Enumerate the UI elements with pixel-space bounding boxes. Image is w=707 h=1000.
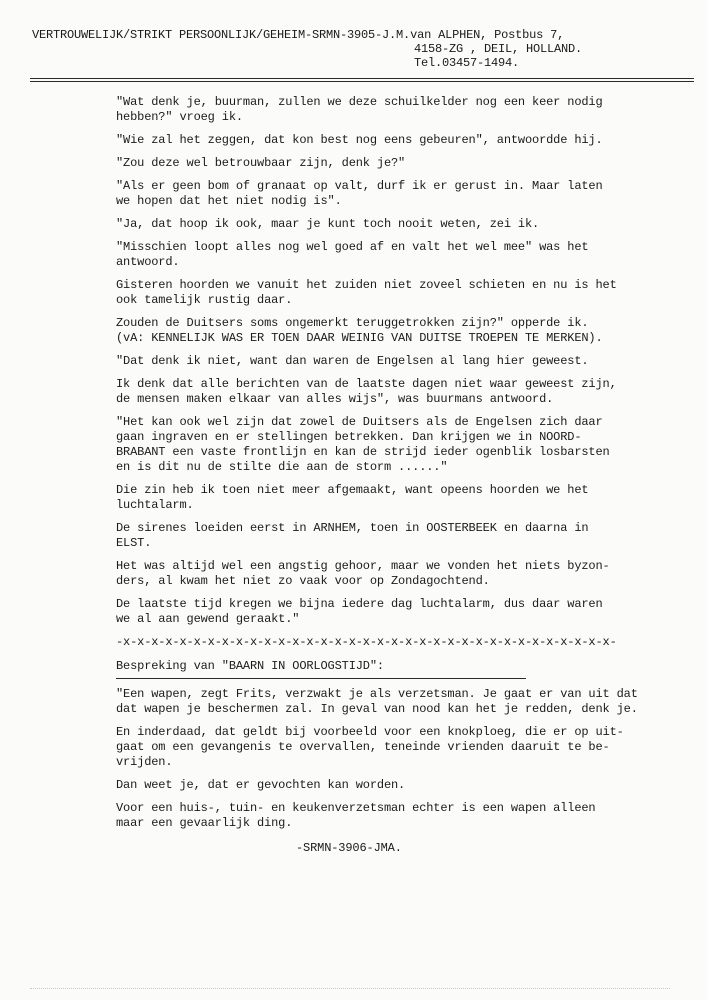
paragraph: Gisteren hoorden we vanuit het zuiden niet zoveel schieten en nu is het ook tamelijk rustig daar. <box>116 278 617 307</box>
paragraph: En inderdaad, dat geldt bij voorbeeld voor een knokploeg, die er op uit- gaat om een gevangenis te overvallen, teneinde vrienden daaruit te be- vrijden. <box>116 725 624 769</box>
header-rule-top <box>30 78 694 79</box>
review-paragraphs <box>116 687 706 831</box>
paragraph: Voor een huis-, tuin- en keukenverzetsman echter is een wapen alleen maar een gevaarlijk ding. <box>116 801 596 830</box>
paragraph: "Zou deze wel betrouwbaar zijn, denk je?" <box>116 156 406 170</box>
letter-body <box>116 95 706 856</box>
paragraph: "Een wapen, zegt Frits, verzwakt je als verzetsman. Je gaat er van uit dat dat wapen je beschermen zal. In geval van nood kan het je redden, denk je. <box>116 687 638 716</box>
heading-underline <box>116 678 526 679</box>
header-rule-bottom <box>30 81 694 82</box>
paragraph: "Dat denk ik niet, want dan waren de Engelsen al lang hier geweest. <box>116 354 589 368</box>
paragraph: Ik denk dat alle berichten van de laatste dagen niet waar geweest zijn, de mensen maken elkaar van alles wijs", was buurmans antwoord. <box>116 377 617 406</box>
paragraph: "Ja, dat hoop ik ook, maar je kunt toch nooit weten, zei ik. <box>116 217 540 231</box>
paragraph: Zouden de Duitsers soms ongemerkt teruggetrokken zijn?" opperde ik. (vA: KENNELIJK WAS ER TOEN DAAR WEINIG VAN DUITSE TROEPEN TE MERKEN). <box>116 316 603 345</box>
paragraph: Het was altijd wel een angstig gehoor, maar we vonden het niets byzon- ders, al kwam het niet zo vaak voor op Zondagochtend. <box>116 559 610 588</box>
paragraph: Dan weet je, dat er gevochten kan worden. <box>116 778 406 792</box>
scan-edge-marks <box>30 988 670 991</box>
paragraph: "Wie zal het zeggen, dat kon best nog eens gebeuren", antwoordde hij. <box>116 133 603 147</box>
review-heading: Bespreking van "BAARN IN OORLOGSTIJD": <box>116 659 384 673</box>
header-line-2: 4158-ZG , DEIL, HOLLAND. <box>414 42 583 56</box>
story-paragraphs <box>116 95 706 627</box>
header-line-3: Tel.03457-1494. <box>414 56 520 70</box>
header-line-1: VERTROUWELIJK/STRIKT PERSOONLIJK/GEHEIM-SRMN-3905-J.M.van ALPHEN, Postbus 7, <box>32 28 565 42</box>
paragraph: De sirenes loeiden eerst in ARNHEM, toen in OOSTERBEEK en daarna in ELST. <box>116 521 589 550</box>
signature: -SRMN-3906-JMA. <box>296 841 402 855</box>
paragraph: Die zin heb ik toen niet meer afgemaakt, want opeens hoorden we het luchtalarm. <box>116 483 589 512</box>
paragraph: "Wat denk je, buurman, zullen we deze schuilkelder nog een keer nodig hebben?" vroeg ik. <box>116 95 603 124</box>
paragraph: "Het kan ook wel zijn dat zowel de Duitsers als de Engelsen zich daar gaan ingraven en er stellingen betrekken. Dan krijgen we in NOORD- BRABANT een vaste frontlijn en kan de strijd ieder ogenblik losbarsten en is dit nu de stilte die aan de storm ......" <box>116 415 610 474</box>
paragraph: De laatste tijd kregen we bijna iedere dag luchtalarm, dus daar waren we al aan gewend geraakt." <box>116 597 603 626</box>
paragraph: "Misschien loopt alles nog wel goed af en valt het wel mee" was het antwoord. <box>116 240 589 269</box>
x-separator: -x-x-x-x-x-x-x-x-x-x-x-x-x-x-x-x-x-x-x-x-x-x-x-x-x-x-x-x-x-x-x-x-x-x-x- <box>116 635 617 649</box>
paragraph: "Als er geen bom of granaat op valt, durf ik er gerust in. Maar laten we hopen dat het niet nodig is". <box>116 179 603 208</box>
